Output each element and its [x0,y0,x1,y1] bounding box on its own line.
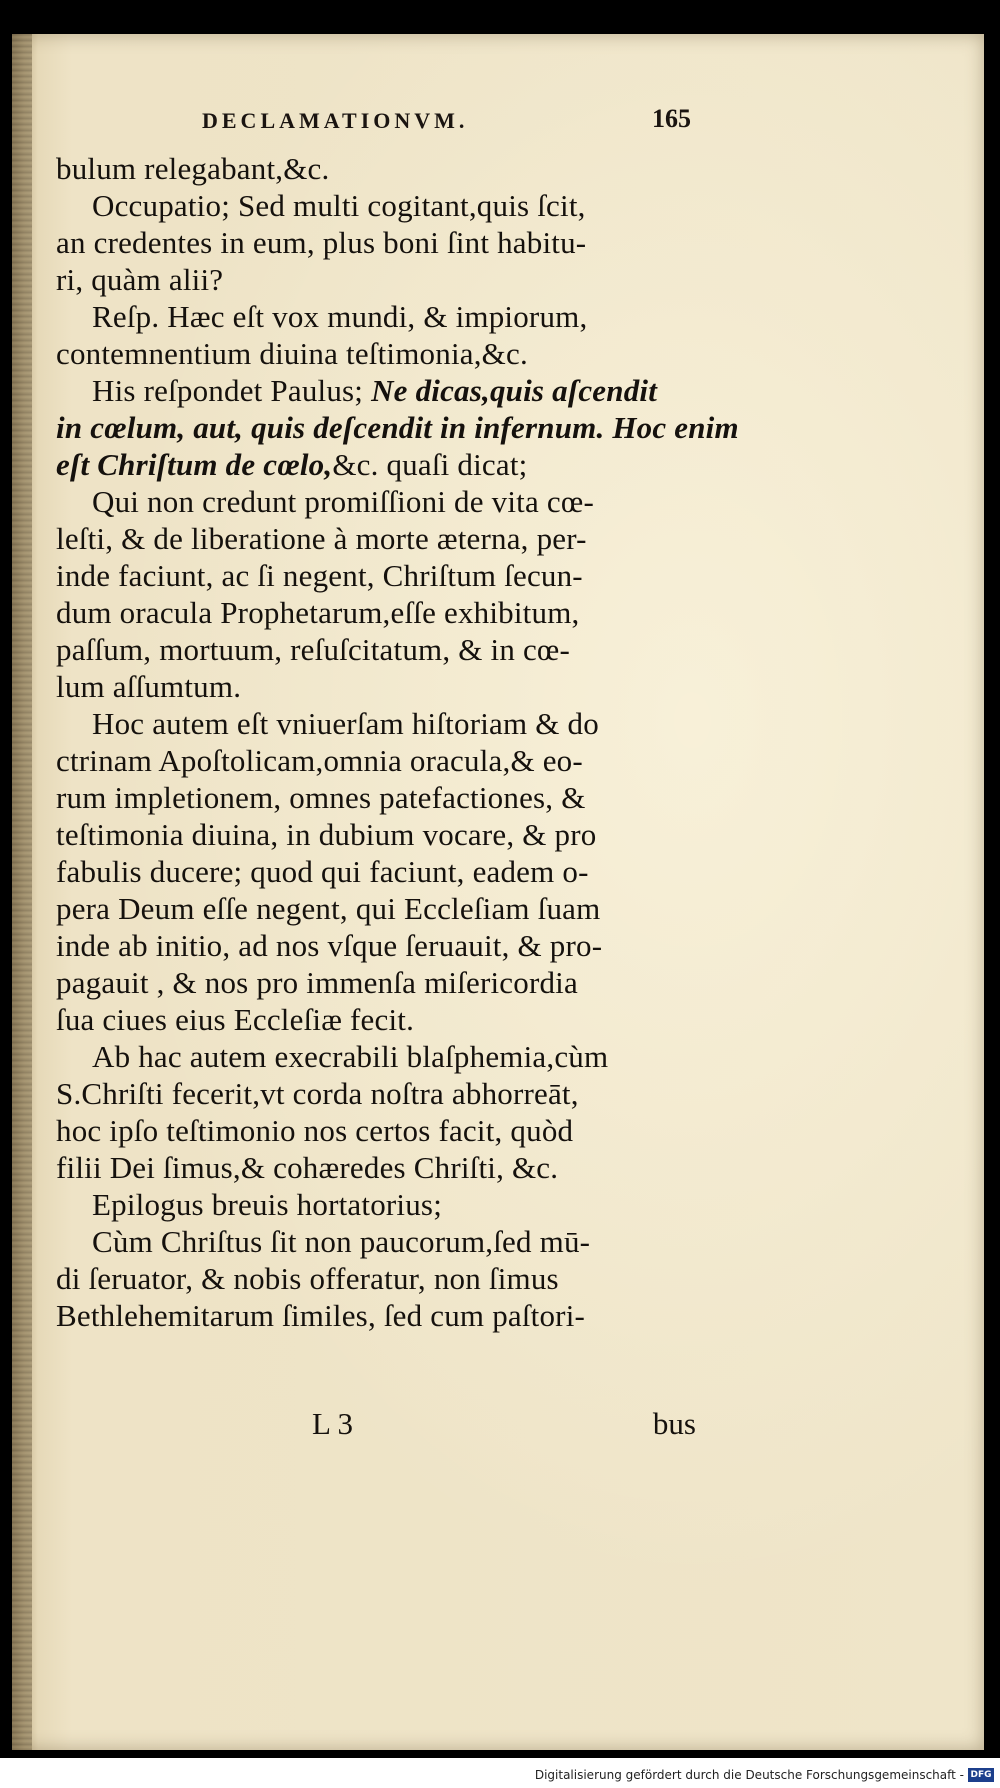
text-line: Cùm Chriſtus ſit non paucorum,ſed mū- [92,1224,591,1259]
text-line: Qui non credunt promiſſioni de vita cœ- [92,484,594,519]
text-line: ri, quàm alii? [56,262,224,297]
footer-bar [0,1758,1000,1788]
text-line: rum impletionem, omnes patefactiones, & [56,780,586,815]
text-run: &c. quaſi dicat; [332,447,528,482]
page-gutter [12,34,32,1750]
catchline [56,1406,696,1446]
body-text [56,150,739,1334]
text-line: inde ab initio, ad nos vſque ſeruauit, & pro- [56,928,603,963]
text-line: ſua ciues eius Eccleſiæ fecit. [56,1002,415,1037]
text-line: S.Chriſti fecerit,vt corda noſtra abhorreāt, [56,1076,579,1111]
text-line: contemnentium diuina teſtimonia,&c. [56,336,528,371]
text-line: pagauit , & nos pro immenſa miſericordia [56,965,578,1000]
running-head: DECLAMATIONVM. [202,108,469,133]
text-line: Ab hac autem execrabili blaſphemia,cùm [92,1039,609,1074]
text-line: bulum relegabant,&c. [56,151,330,186]
page-header [202,104,691,144]
page-number: 165 [652,104,691,133]
text-line: Occupatio; Sed multi cogitant,quis ſcit, [92,188,586,223]
text-line: inde faciunt, ac ſi negent, Chriſtum ſecun- [56,558,583,593]
text-line: fabulis ducere; quod qui faciunt, eadem o- [56,854,589,889]
text-line: an credentes in eum, plus boni ſint habitu- [56,225,587,260]
footer-credit: Digitalisierung gefördert durch die Deutsche Forschungsgemeinschaft - [534,1768,964,1782]
text-line: Reſp. Hæc eſt vox mundi, & impiorum, [92,299,588,334]
text-line: Epilogus breuis hortatorius; [92,1187,443,1222]
dfg-logo-icon: DFG [968,1768,994,1782]
book-page [12,34,984,1750]
text-line [56,446,696,483]
text-line: in cœlum, aut, quis deſcendit in infernum. Hoc enim [56,410,739,445]
text-run: His reſpondet Paulus; [92,373,364,408]
text-line: dum oracula Prophetarum,eſſe exhibitum, [56,595,580,630]
text-line: lum aſſumtum. [56,669,242,704]
italic-quote: Ne dicas,quis aſcendit [371,373,658,408]
text-line: di ſeruator, & nobis offeratur, non ſimus [56,1261,559,1296]
text-line: ctrinam Apoſtolicam,omnia oracula,& eo- [56,743,583,778]
italic-quote: eſt Chriſtum de cœlo, [56,447,333,482]
text-line: leſti, & de liberatione à morte æterna, per- [56,521,587,556]
text-line [56,372,696,409]
signature-mark: L 3 [312,1406,354,1441]
text-line: teſtimonia diuina, in dubium vocare, & pro [56,817,597,852]
text-line: Hoc autem eſt vniuerſam hiſtoriam & do [92,706,599,741]
text-line: Bethlehemitarum ſimiles, ſed cum paſtori- [56,1298,586,1333]
text-line: paſſum, mortuum, reſuſcitatum, & in cœ- [56,632,571,667]
text-line: hoc ipſo teſtimonio nos certos facit, quòd [56,1113,574,1148]
catchword: bus [652,1406,696,1441]
text-line: pera Deum eſſe negent, qui Eccleſiam ſuam [56,891,601,926]
text-line: filii Dei ſimus,& cohæredes Chriſti, &c. [56,1150,559,1185]
